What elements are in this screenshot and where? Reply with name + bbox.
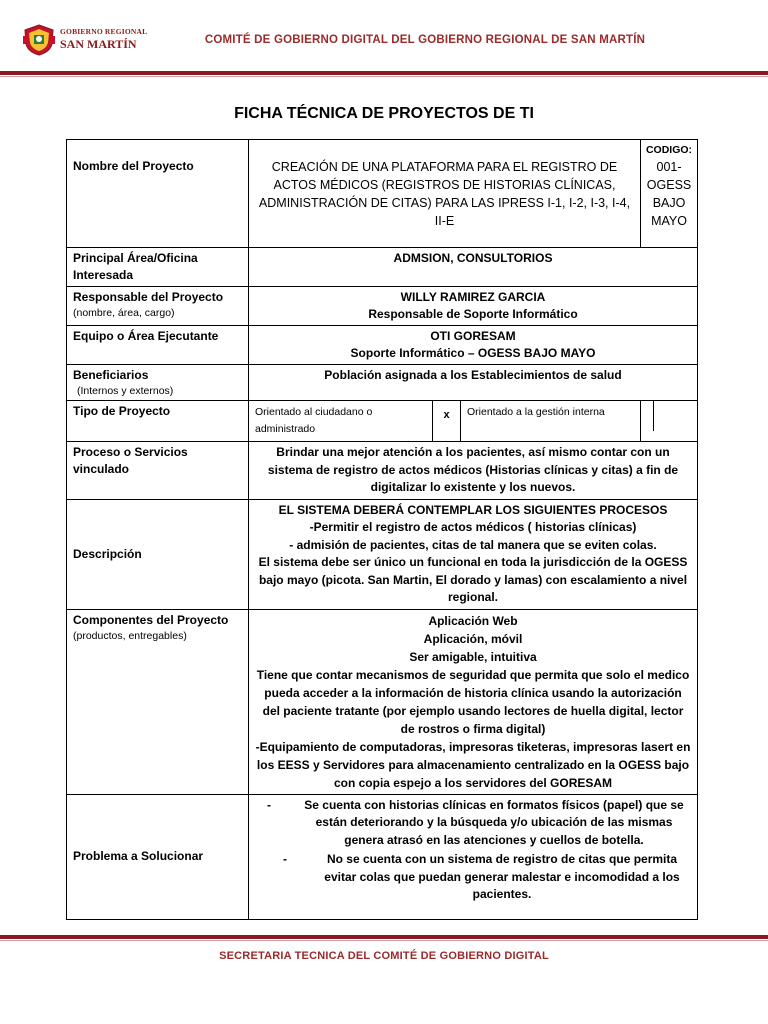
label-beneficiarios-sub: (Internos y externos)	[77, 385, 174, 397]
problema-item	[267, 797, 691, 850]
problema-list	[261, 797, 691, 904]
tipo-option-ciudadano: Orientado al ciudadano o administrado	[249, 401, 433, 442]
label-problema: Problema a Solucionar	[67, 794, 249, 919]
label-descripcion: Descripción	[67, 499, 249, 609]
header-divider-thin	[0, 76, 768, 77]
responsable-role: Responsable de Soporte Informático	[368, 307, 578, 321]
equipo-line-1: OTI GORESAM	[430, 329, 516, 343]
label-equipo: Equipo o Área Ejecutante	[67, 326, 249, 365]
project-sheet-table	[66, 139, 698, 920]
footer-divider-thin	[0, 940, 768, 941]
label-responsable	[67, 287, 249, 326]
footer-divider	[0, 935, 768, 939]
row-descripcion	[67, 499, 698, 609]
componentes-line: Ser amigable, intuitiva	[409, 649, 537, 664]
componentes-line: Aplicación Web	[428, 613, 518, 628]
value-responsable	[249, 287, 698, 326]
logo-line-2: SAN MARTÍN	[60, 36, 137, 51]
componentes-line: Aplicación, móvil	[423, 631, 523, 646]
equipo-line-2: Soporte Informático – OGESS BAJO MAYO	[350, 346, 596, 360]
value-equipo	[249, 326, 698, 365]
value-beneficiarios: Población asignada a los Establecimientos de salud	[249, 365, 698, 401]
label-beneficiarios	[67, 365, 249, 401]
tipo-option-gestion: Orientado a la gestión interna	[461, 401, 641, 442]
codigo-value: 001-OGESS BAJO MAYO	[646, 160, 692, 228]
problema-dash: -	[283, 852, 287, 866]
componentes-line: -Equipamiento de computadoras, impresoras tiketeras, impresoras lasert en los EESS y Servidores para almacenamiento centralizado en la OGESS bajo con copia espejo a los servidores del GORESAM	[255, 739, 691, 790]
footer-text: SECRETARIA TECNICA DEL COMITÉ DE GOBIERNO DIGITAL	[219, 950, 549, 962]
descripcion-line: - admisión de pacientes, citas de tal manera que se eviten colas.	[289, 537, 657, 552]
responsable-name: WILLY RAMIREZ GARCIA	[400, 290, 546, 304]
row-nombre	[67, 140, 698, 248]
codigo-cell	[641, 140, 698, 248]
value-descripcion	[249, 499, 698, 609]
document-title: FICHA TÉCNICA DE PROYECTOS DE TI	[234, 105, 534, 122]
row-area	[67, 248, 698, 287]
problema-text: No se cuenta con un sistema de registro de citas que permita evitar colas que puedan generar malestar e incomodidad a los pacientes.	[324, 852, 680, 901]
label-beneficiarios-text: Beneficiarios	[73, 368, 149, 382]
problema-item	[267, 851, 691, 904]
tipo-option-ciudadano-mark: x	[433, 401, 461, 442]
label-componentes	[67, 609, 249, 794]
row-componentes	[67, 609, 698, 794]
row-proceso	[67, 442, 698, 500]
value-problema	[249, 794, 698, 919]
label-tipo: Tipo de Proyecto	[67, 401, 249, 442]
componentes-line: Tiene que contar mecanismos de seguridad que permita que solo el medico pueda acceder a la información de historia clínica usando la autorización del paciente tratante (por ejemplo usando lectores de huella digital, lector de rostros o firma digital)	[256, 667, 690, 736]
descripcion-line: -Permitir el registro de actos médicos ( historias clínicas)	[309, 520, 637, 534]
value-area: ADMSION, CONSULTORIOS	[249, 248, 698, 287]
tipo-option-gestion-box	[653, 401, 697, 431]
descripcion-line: EL SISTEMA DEBERÁ CONTEMPLAR LOS SIGUIENTES PROCESOS	[278, 502, 668, 517]
label-proceso: Proceso o Servicios vinculado	[67, 442, 249, 500]
value-nombre: CREACIÓN DE UNA PLATAFORMA PARA EL REGISTRO DE ACTOS MÉDICOS (REGISTROS DE HISTORIAS CLÍNICAS, ADMINISTRACIÓN DE CITAS) PARA LAS IPRESS I-1, I-2, I-3, I-4, II-E	[249, 140, 641, 248]
regional-seal-logo	[22, 24, 56, 56]
header-divider	[0, 71, 768, 75]
label-componentes-text: Componentes del Proyecto	[73, 612, 229, 627]
label-responsable-text: Responsable del Proyecto	[73, 290, 224, 304]
tipo-option-gestion-mark	[641, 401, 698, 442]
logo-line-1: GOBIERNO REGIONAL	[60, 27, 148, 36]
label-nombre: Nombre del Proyecto	[67, 140, 249, 248]
value-componentes	[249, 609, 698, 794]
problema-dash: -	[267, 797, 271, 812]
logo-wordmark	[60, 28, 147, 50]
problema-text: Se cuenta con historias clínicas en formatos físicos (papel) que se están deteriorando y la búsqueda y/o ubicación de las mismas genera atrasó en las atenciones y cuellos de botella.	[304, 797, 684, 847]
row-problema	[67, 794, 698, 919]
row-responsable	[67, 287, 698, 326]
row-beneficiarios	[67, 365, 698, 401]
codigo-label: CODIGO:	[645, 144, 693, 156]
label-area: Principal Área/Oficina Interesada	[67, 248, 249, 287]
label-componentes-sub: (productos, entregables)	[73, 629, 187, 642]
header-title: COMITÉ DE GOBIERNO DIGITAL DEL GOBIERNO REGIONAL DE SAN MARTÍN	[204, 34, 646, 46]
row-equipo	[67, 326, 698, 365]
label-responsable-sub: (nombre, área, cargo)	[73, 307, 175, 319]
value-proceso: Brindar una mejor atención a los pacientes, así mismo contar con un sistema de registro de actos médicos (Historias clínicas y citas) a fin de digitalizar lo existente y los nuevos.	[249, 442, 698, 500]
row-tipo	[67, 401, 698, 442]
descripcion-line: El sistema debe ser único un funcional en toda la jurisdicción de la OGESS bajo mayo (picota. San Martin, El dorado y lamas) con escalamiento a nivel regional.	[258, 555, 688, 604]
